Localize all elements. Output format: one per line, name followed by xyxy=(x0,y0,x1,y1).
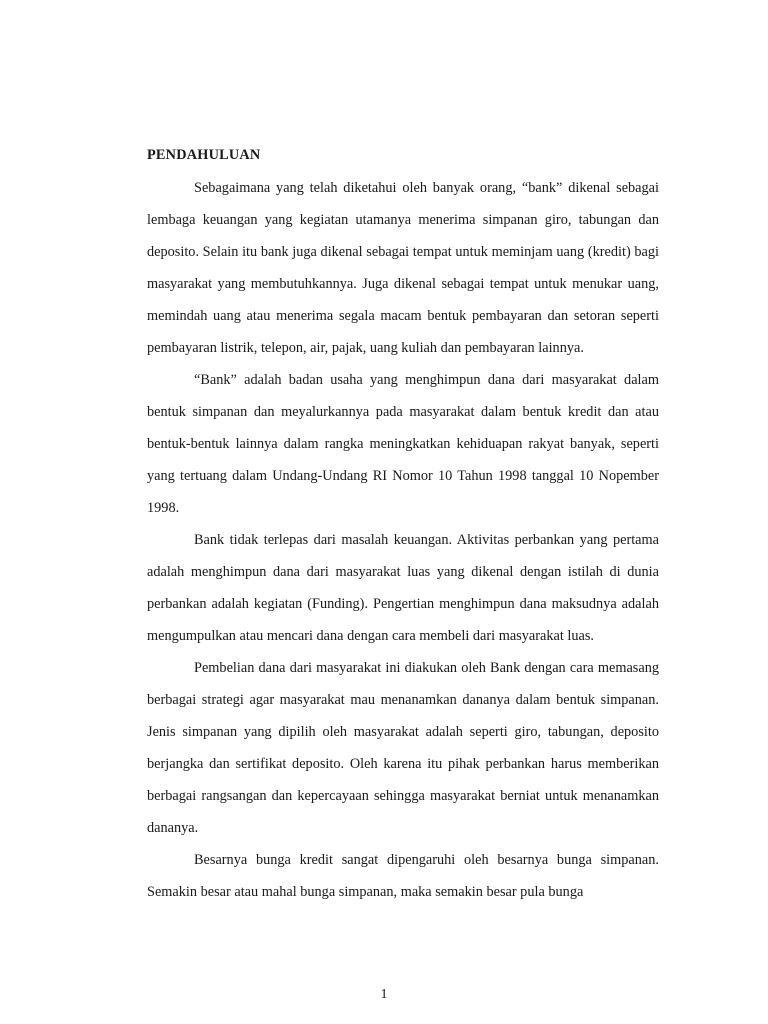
paragraph-2: “Bank” adalah badan usaha yang menghimpun dana dari masyarakat dalam bentuk simpanan dan meyalurkannya pada masyarakat dalam bentuk kredit dan atau bentuk-bentuk lainnya dalam rangka meningkatkan kehiduapan rakyat banyak, seperti yang tertuang dalam Undang-Undang RI Nomor 10 Tahun 1998 tanggal 10 Nopember 1998. xyxy=(147,372,659,516)
paragraph-5: Besarnya bunga kredit sangat dipengaruhi oleh besarnya bunga simpanan. Semakin besar atau mahal bunga simpanan, maka semakin besar pula bunga xyxy=(147,852,659,900)
paragraph-4: Pembelian dana dari masyarakat ini diakukan oleh Bank dengan cara memasang berbagai strategi agar masyarakat mau menanamkan dananya dalam bentuk simpanan. Jenis simpanan yang dipilih oleh masyarakat adalah seperti giro, tabungan, deposito berjangka dan sertifikat deposito. Oleh karena itu pihak perbankan harus memberikan berbagai rangsangan dan kepercayaan sehingga masyarakat berniat untuk menanamkan dananya. xyxy=(147,660,659,836)
section-heading: PENDAHULUAN xyxy=(147,147,261,163)
paragraph-1: Sebagaimana yang telah diketahui oleh banyak orang, “bank” dikenal sebagai lembaga keuangan yang kegiatan utamanya menerima simpanan giro, tabungan dan deposito. Selain itu bank juga dikenal sebagai tempat untuk meminjam uang (kredit) bagi masyarakat yang membutuhkannya. Juga dikenal sebagai tempat untuk menukar uang, memindah uang atau menerima segala macam bentuk pembayaran dan setoran seperti pembayaran listrik, telepon, air, pajak, uang kuliah dan pembayaran lainnya. xyxy=(147,180,659,356)
paragraph-3: Bank tidak terlepas dari masalah keuangan. Aktivitas perbankan yang pertama adalah menghimpun dana dari masyarakat luas yang dikenal dengan istilah di dunia perbankan adalah kegiatan (Funding). Pengertian menghimpun dana maksudnya adalah mengumpulkan atau mencari dana dengan cara membeli dari masyarakat luas. xyxy=(147,532,659,644)
page-body xyxy=(147,144,659,908)
page-number: 1 xyxy=(380,987,388,1002)
